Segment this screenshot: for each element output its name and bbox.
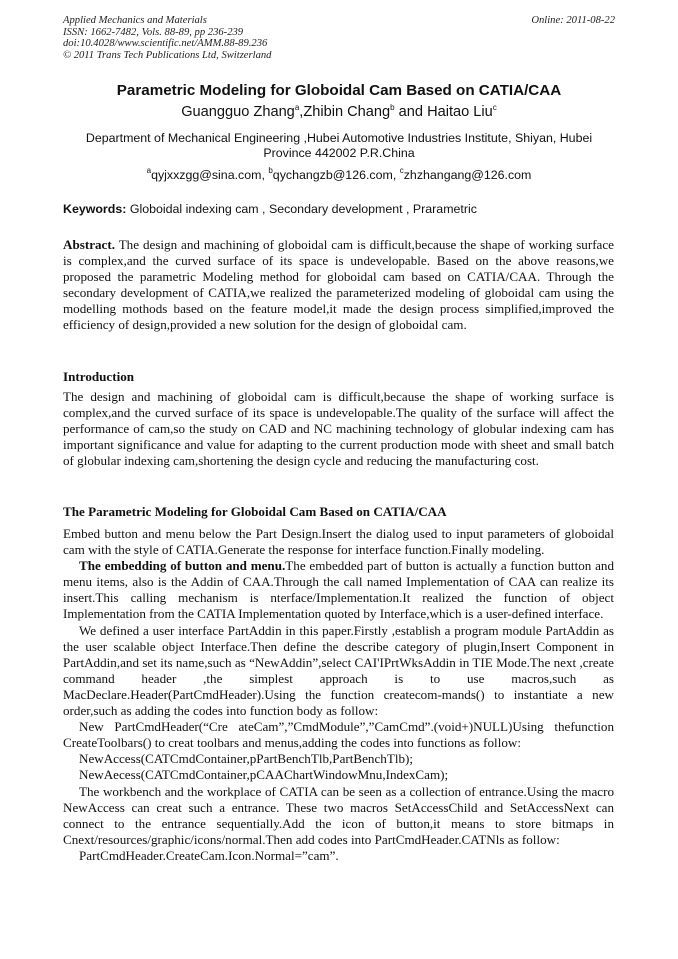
- affiliation: Department of Mechanical Engineering ,Hubei Automotive Industries Institute, Shiyan, Hubei Province 442002 P.R.China: [85, 131, 593, 161]
- section-heading: The Parametric Modeling for Globoidal Cam Based on CATIA/CAA: [63, 504, 447, 519]
- email-mark: a: [146, 166, 152, 175]
- author-separator: ,: [299, 104, 304, 120]
- author-name: Zhibin Chang: [303, 104, 391, 120]
- intro-heading: Introduction: [63, 369, 135, 384]
- code-line: PartCmdHeader.CreateCam.Icon.Normal=”cam”.: [79, 847, 339, 863]
- intro-text: The design and machining of globoidal cam is difficult,because the shape of working surface is complex,and the curved surface of its space is undevelopable.The quality of the surface will affect the performance of cam,so the study on CAD and NC machining technology of globular indexing cam has important significance and value for adapting to the current production mode with sheet and small batch of globular indexing cam,shortening the design cycle and reducing the manufacturing cost.: [63, 389, 614, 469]
- paper-title: Parametric Modeling for Globoidal Cam Based on CATIA/CAA: [116, 82, 562, 99]
- doi: doi:10.4028/www.scientific.net/AMM.88-89.236: [63, 38, 268, 50]
- keywords: [63, 202, 477, 216]
- section-para-4: New PartCmdHeader(“Cre ateCam”,”CmdModule”,”CamCmd”.(void+)NULL)Using thefunction CreateToolbars() to creat toolbars and menus,adding the codes into functions as follow:: [63, 719, 614, 751]
- email-address[interactable]: zhzhangang@126.com: [403, 168, 532, 182]
- issn: ISSN: 1662-7482, Vols. 88-89, pp 236-239: [63, 26, 244, 38]
- code-line: NewAecess(CATCmdContainer,pCAAChartWindowMnu,IndexCam);: [79, 767, 449, 783]
- author-line: [40, 103, 638, 120]
- section-body: [63, 526, 614, 864]
- abstract: [63, 237, 614, 334]
- keywords-label: Keywords:: [63, 202, 127, 216]
- email-mark: b: [268, 166, 273, 175]
- author-mark: b: [390, 103, 395, 112]
- author-name: Guangguo Zhang: [181, 104, 295, 120]
- keywords-text: Globoidal indexing cam , Secondary development , Prarametric: [129, 202, 477, 216]
- section-para-3: We defined a user interface PartAddin in this paper.Firstly ,establish a program module PartAddin as the user scalable object Interface.Then define the describe category of plugin,Insert Component in PartAddin,and set its name,such as “NewAddin”,select CAI'IPrtWksAddin in TIE Mode.The next ,create command header ,the simplest approach is to use macros,such as MacDeclare.Header(PartCmdHeader).Using the function createcom-mands() to instantiate a new order,such as adding the codes into function body as follow:: [63, 622, 614, 719]
- section-para-5: The workbench and the workplace of CATIA can be seen as a collection of entrance.Using the macro NewAccess can creat such a entrance. These two macros SetAccessChild and SetAccessNext can connect to the entrance sequentially.Add the icon of button,it means to store bitmaps in Cnext/resources/graphic/icons/normal.Then add codes into PartCmdHeader.CATNls as follow:: [63, 783, 614, 847]
- section-para-2-text: The embedded part of button is actually a function button and menu items, also is the Addin of CAA.Through the call named Implementation of CAA can realize its insert.This calling mechanism is nterface/Implementation.It realized the function of object Implementation from the CATIA Implementation quoted by Interface,which is a user-defined interface.: [63, 558, 614, 622]
- section-para-1: Embed button and menu below the Part Design.Insert the dialog used to input parameters of globoidal cam with the style of CATIA.Generate the response for interface function.Finally modeling.: [63, 526, 614, 558]
- author-name: Haitao Liu: [427, 104, 493, 120]
- email-address[interactable]: qychangzb@126.com: [272, 168, 393, 182]
- code-line: NewAccess(CATCmdContainer,pPartBenchTlb,PartBenchTlb);: [79, 751, 414, 767]
- online-date: Online: 2011-08-22: [531, 15, 615, 26]
- author-mark: a: [294, 103, 300, 112]
- author-separator: and: [394, 104, 428, 120]
- subsection-run-in: The embedding of button and menu.: [79, 558, 286, 574]
- journal-header: [63, 15, 271, 61]
- abstract-text: The design and machining of globoidal cam is difficult,because the shape of working surface is complex,and the curved surface of its space is undevelopable. Based on the above reasons,we proposed the parametric Modeling method for globoidal cam based on CATIA/CAA. Through the secondary development of CATIA,we realized the parameterized modeling of globoidal cam using the modelling mothods based on the feature model,it made the design process simplified,improved the efficiency of design,provided a new solution for the design of globoidal cam.: [63, 237, 614, 333]
- intro-body: [63, 389, 614, 469]
- section-para-2: [63, 558, 614, 622]
- copyright: © 2011 Trans Tech Publications Ltd, Switzerland: [63, 49, 272, 61]
- journal-name: Applied Mechanics and Materials: [63, 15, 207, 26]
- email-mark: c: [399, 166, 404, 175]
- abstract-label: Abstract.: [63, 237, 115, 252]
- author-mark: c: [492, 103, 497, 112]
- email-line: $^a$qyjxxzgg@sina.com, $^b$qychangzb@126.com, $^c$zhzhangang@126.com: [146, 166, 532, 182]
- email-address[interactable]: qyjxxzgg@sina.com: [151, 168, 262, 182]
